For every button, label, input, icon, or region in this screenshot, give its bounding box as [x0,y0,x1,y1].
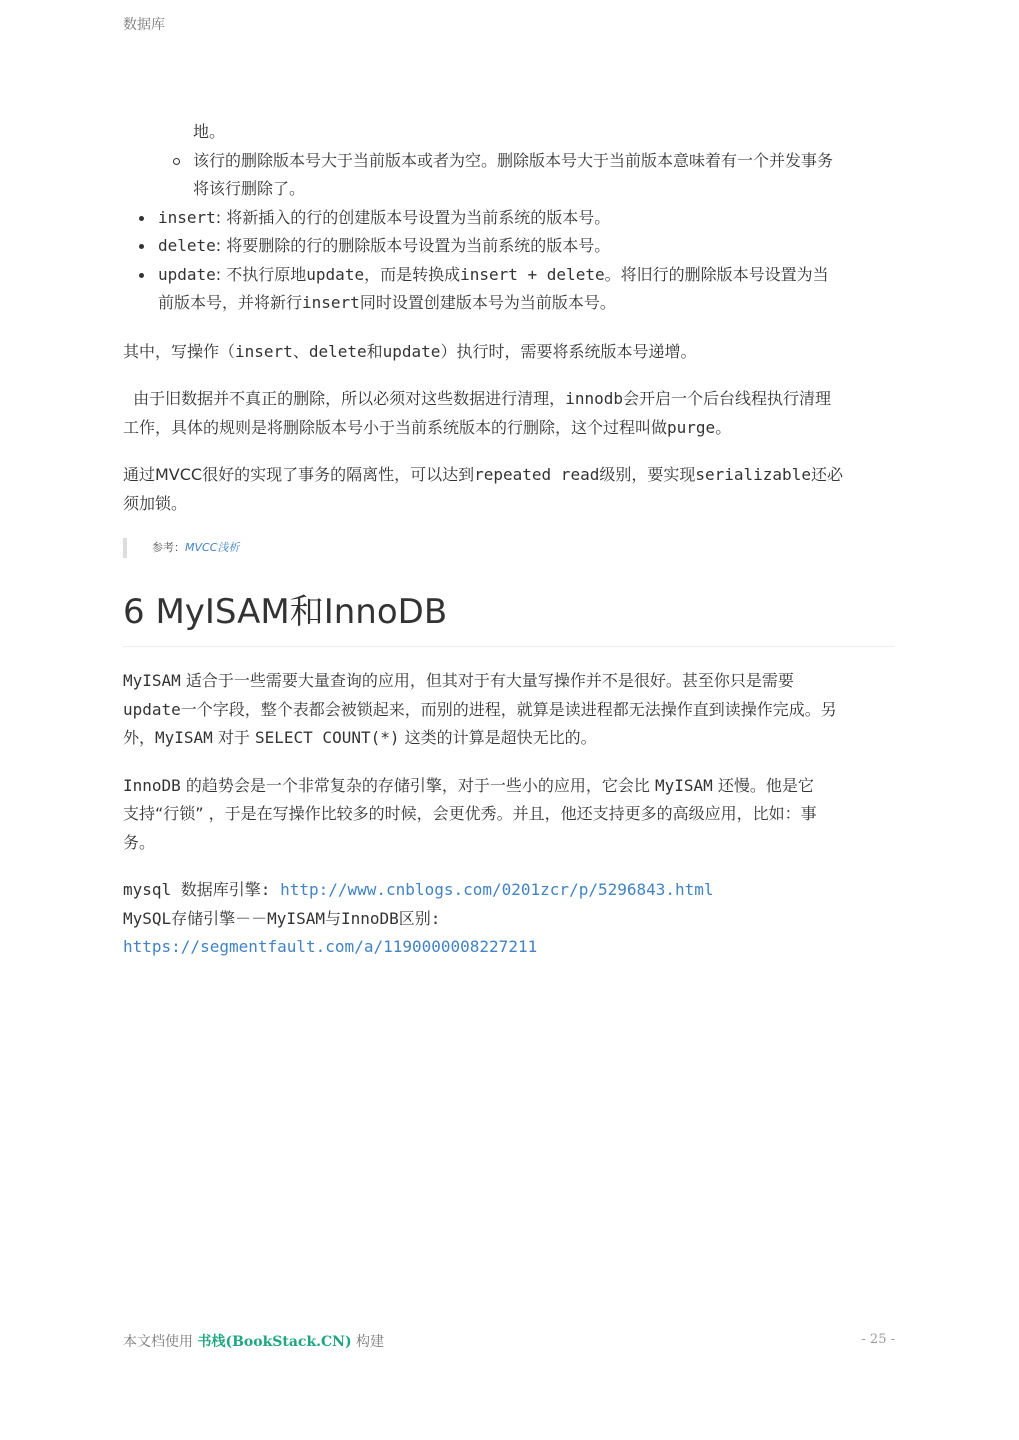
paragraph-myisam: MyISAM 适合于一些需要大量查询的应用，但其对于有大量写操作并不是很好。甚至你只是需要 update一个字段，整个表都会被锁起来，而别的进程，就算是读进程都无法操作直到读操作完成。另 外，MyISAM 对于 SELECT COUNT(*) 这类的计算是超快无比的。 [123,671,837,747]
paragraph-purge: 由于旧数据并不真正的删除，所以必须对这些数据进行清理，innodb会开启一个后台线程执行清理 工作，具体的规则是将删除版本号小于当前系统版本的行删除，这个过程叫做purge。 [123,389,831,437]
bullet-icon [139,244,144,249]
sub-list-continuation: 地。 [193,122,226,141]
sub-list-item: 该行的删除版本号大于当前版本或者为空。删除版本号大于当前版本意味着有一个并发事务 将该行删除了。 [123,147,895,204]
reference-blockquote [123,538,895,558]
list-item-update: update: 不执行原地update，而是转换成insert + delete。将旧行的删除版本号设置为当 前版本号，并将新行insert同时设置创建版本号为当前版本号。 [123,261,895,318]
footer-credit: 本文档使用 书栈(BookStack.CN) 构建 [123,1334,385,1350]
reference-prefix: 参考： [152,541,185,554]
paragraph-version-increment: 其中，写操作（insert、delete和update）执行时，需要将系统版本号递增。 [123,341,697,361]
document-content [123,118,895,962]
page-header-title: 数据库 [123,17,165,33]
page-number: - 25 - [861,1332,895,1347]
paragraph-innodb: InnoDB 的趋势会是一个非常复杂的存储引擎，对于一些小的应用，它会比 MyISAM 还慢。他是它 支持“行锁” ，于是在写操作比较多的时候，会更优秀。并且，他还支持更多的高级应用，比如：事 务。 [123,775,817,852]
reference-link[interactable]: MVCC浅析 [185,541,240,554]
link-label-segmentfault: MySQL存储引擎－－MyISAM与InnoDB区别: [123,908,441,928]
section-heading: 6 MyISAM和InnoDB [123,588,895,647]
list-item-insert: insert: 将新插入的行的创建版本号设置为当前系统的版本号。 [123,204,895,233]
mvcc-rule-sublist [123,147,895,204]
hollow-bullet-icon [173,158,180,165]
segmentfault-link[interactable]: https://segmentfault.com/a/1190000008227211 [123,937,538,956]
link-label-cnblogs: mysql 数据库引擎: [123,880,281,899]
bullet-icon [139,216,144,221]
paragraph-links [123,876,895,962]
list-item-delete: delete: 将要删除的行的删除版本号设置为当前系统的版本号。 [123,232,895,261]
bullet-icon [139,273,144,278]
cnblogs-link[interactable]: http://www.cnblogs.com/0201zcr/p/5296843.html [280,880,714,899]
mvcc-operation-list [123,204,895,318]
paragraph-isolation: 通过MVCC很好的实现了事务的隔离性，可以达到repeated read级别，要实现serializable还必 须加锁。 [123,465,843,513]
bookstack-brand-link[interactable]: 书栈(BookStack.CN) [197,1334,352,1350]
